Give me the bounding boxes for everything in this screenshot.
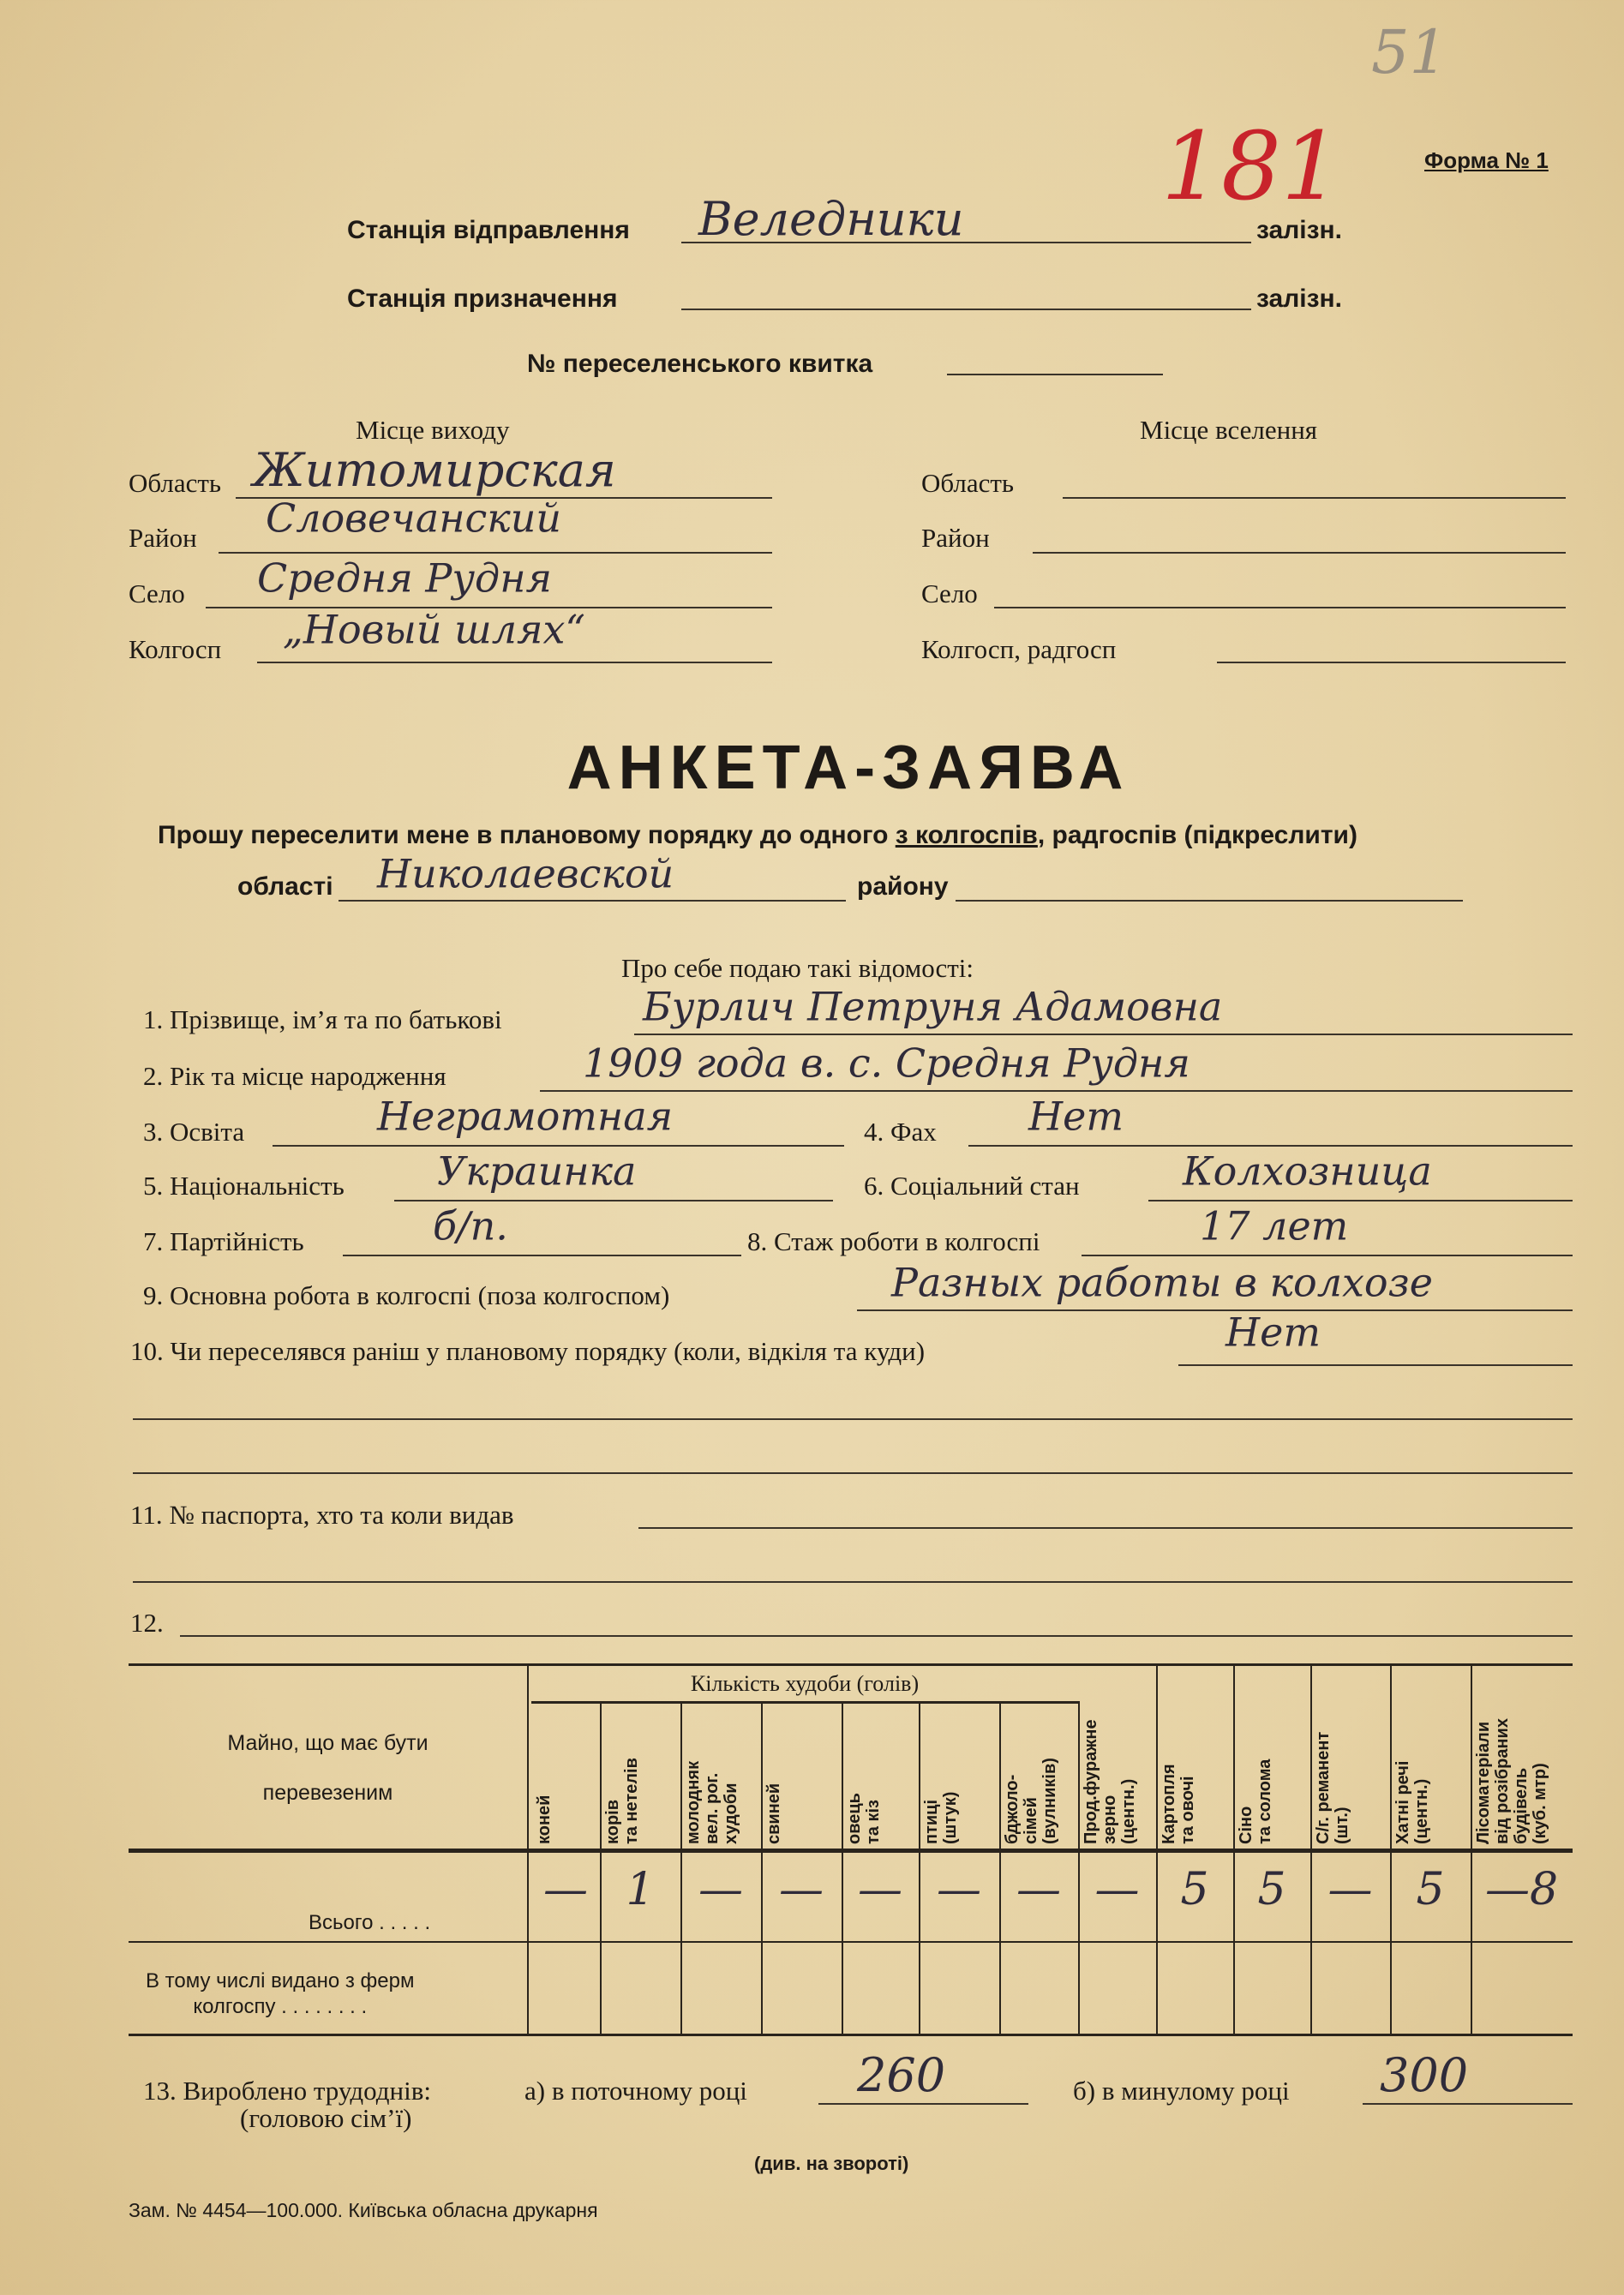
dest-oblast-label: Область <box>921 468 1015 498</box>
item-5-value: Украинка <box>437 1148 637 1195</box>
origin-oblast-value: Житомирская <box>253 443 616 498</box>
total-value: — <box>937 1864 981 1915</box>
origin-kolhosp-value: „Новый шлях“ <box>283 606 585 653</box>
workdays-current-label: а) в поточному році <box>524 2076 747 2106</box>
total-value: 1 <box>626 1864 655 1915</box>
destination-title: Місце вселення <box>1140 415 1318 445</box>
ticket-line <box>947 374 1163 375</box>
dest-selo-label: Село <box>921 578 978 608</box>
item-2-label: 2. Рік та місце народження <box>143 1061 446 1091</box>
row-header: Майно, що має бути перевезеним <box>227 1731 428 1805</box>
page-title: АНКЕТА-ЗАЯВА <box>566 734 1130 802</box>
workdays-last-label: б) в минулому році <box>1073 2076 1290 2106</box>
item-9-label: 9. Основна робота в колгоспі (поза колгоспом) <box>143 1280 670 1310</box>
item-1-value: Бурлич Петруня Адамовна <box>643 983 1223 1030</box>
column-divider <box>1310 1663 1312 2034</box>
archive-sheet-number: 51 <box>1371 17 1448 87</box>
workdays-label: 13. Вироблено трудоднів: <box>143 2076 432 2106</box>
red-number: 181 <box>1161 111 1341 221</box>
item-9-value: Разных работы в колхозе <box>891 1259 1433 1306</box>
column-header: Лісоматеріали від розібраних будівель (куб. мтр) <box>1474 1718 1549 1844</box>
item-8-label: 8. Стаж роботи в колгоспі <box>747 1226 1040 1256</box>
column-divider <box>1471 1663 1472 2034</box>
column-header: Прод.фуражне зерно (центн.) <box>1082 1719 1138 1844</box>
column-header: овець та кіз <box>845 1793 883 1844</box>
workdays-last-value: 300 <box>1380 2048 1469 2103</box>
item-10-value: Нет <box>1225 1309 1321 1356</box>
item-4-value: Нет <box>1028 1093 1124 1140</box>
printer-footer: Зам. № 4454—100.000. Київська обласна друкарня <box>129 2199 598 2221</box>
see-back-note: (див. на звороті) <box>754 2153 909 2174</box>
total-value: — <box>1327 1864 1373 1915</box>
origin-raion-value: Словечанский <box>266 494 561 542</box>
column-header: Картопля та овочі <box>1160 1764 1197 1844</box>
total-value: —8 <box>1484 1864 1559 1915</box>
item-8-value: 17 лет <box>1200 1202 1349 1249</box>
origin-selo-label: Село <box>129 578 185 608</box>
request-text-before: Прошу переселити мене в плановому порядку до одного <box>158 821 896 849</box>
origin-raion-label: Район <box>129 523 197 553</box>
item-5-label: 5. Національність <box>143 1171 345 1201</box>
request-text-after: , радгоспів (підкреслити) <box>1037 821 1357 849</box>
farm-label: В тому числі видано з ферм колгоспу . . . . . . . . <box>146 1969 415 2018</box>
column-header: Сіно та солома <box>1237 1759 1274 1844</box>
destination-suffix: залізн. <box>1256 285 1342 313</box>
column-divider <box>1233 1663 1235 2034</box>
item-7-value: б/п. <box>433 1202 508 1249</box>
request-text <box>158 821 1357 850</box>
total-value: — <box>779 1864 824 1915</box>
total-value: — <box>1094 1864 1140 1915</box>
request-underlined: з колгоспів <box>895 821 1038 849</box>
total-value: 5 <box>1180 1864 1209 1915</box>
column-header: бджоло- сімей (вулників) <box>1003 1758 1059 1844</box>
origin-selo-value: Средня Рудня <box>257 554 552 602</box>
total-value: — <box>543 1864 588 1915</box>
request-oblast-label: області <box>237 872 333 901</box>
departure-suffix: залізн. <box>1256 216 1342 244</box>
column-divider <box>1156 1663 1158 2034</box>
total-value: — <box>858 1864 902 1915</box>
departure-value: Веледники <box>698 192 964 247</box>
item-11-label: 11. № паспорта, хто та коли видав <box>130 1500 514 1530</box>
departure-label: Станція відправлення <box>347 216 630 244</box>
column-header: корів та нетелів <box>603 1758 641 1844</box>
column-header: С/г. реманент (шт.) <box>1314 1731 1351 1844</box>
total-label: Всього . . . . . <box>309 1911 431 1934</box>
destination-label: Станція призначення <box>347 285 618 313</box>
item-6-label: 6. Соціальний стан <box>864 1171 1080 1201</box>
workdays-sub: (головою сім’ї) <box>240 2103 412 2133</box>
livestock-group-header: Кількість худоби (голів) <box>690 1671 920 1696</box>
column-divider <box>527 1663 529 2034</box>
destination-line <box>681 309 1251 310</box>
ticket-label: № переселенського квитка <box>527 350 873 378</box>
origin-kolhosp-label: Колгосп <box>129 634 222 664</box>
total-value: — <box>698 1864 743 1915</box>
dest-kolhosp-label: Колгосп, радгосп <box>921 634 1117 664</box>
total-value: — <box>1016 1864 1061 1915</box>
column-header: молодняк вел. рог. худоби <box>684 1760 740 1844</box>
origin-oblast-label: Область <box>129 468 222 498</box>
intro-text: Про себе подаю такі відомості: <box>621 953 974 983</box>
origin-title: Місце виходу <box>356 415 510 445</box>
column-header: коней <box>535 1795 554 1844</box>
item-3-label: 3. Освіта <box>143 1117 245 1147</box>
item-12-label: 12. <box>130 1608 164 1638</box>
item-2-value: 1909 года в. с. Средня Рудня <box>583 1040 1190 1087</box>
item-1-label: 1. Прізвище, ім’я та по батькові <box>143 1004 502 1034</box>
request-raion-label: району <box>857 872 949 901</box>
item-3-value: Неграмотная <box>377 1093 674 1140</box>
item-6-value: Колхозница <box>1183 1148 1432 1195</box>
total-value: 5 <box>1257 1864 1286 1915</box>
dest-raion-label: Район <box>921 523 990 553</box>
column-header: свиней <box>764 1783 783 1844</box>
workdays-current-value: 260 <box>857 2048 946 2103</box>
column-divider <box>1390 1663 1392 2034</box>
request-oblast-value: Николаевской <box>377 850 674 897</box>
item-4-label: 4. Фах <box>864 1117 937 1147</box>
item-10-label: 10. Чи переселявся раніш у плановому порядку (коли, відкіля та куди) <box>130 1336 926 1366</box>
form-number: Форма № 1 <box>1424 147 1549 173</box>
item-7-label: 7. Партійність <box>143 1226 304 1256</box>
total-value: 5 <box>1416 1864 1445 1915</box>
column-header: птиці (штук) <box>922 1791 960 1844</box>
column-header: Хатні речі (центн.) <box>1393 1760 1431 1844</box>
